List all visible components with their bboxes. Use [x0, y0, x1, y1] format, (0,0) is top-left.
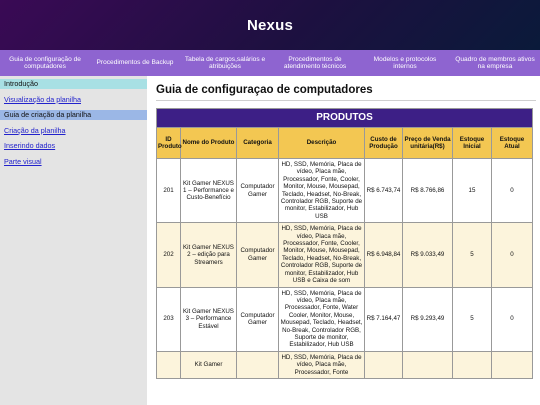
- table-cell: [237, 351, 279, 378]
- sidebar-item-inserindo-dados[interactable]: Inserindo dados: [4, 141, 56, 150]
- nav-item-tabela-cargos[interactable]: Tabela de cargos,salários e atribuições: [184, 55, 266, 70]
- sidebar-item-introducao[interactable]: Introdução: [0, 79, 147, 89]
- app-title: Nexus: [246, 16, 294, 34]
- table-cell: R$ 6.948,84: [365, 223, 403, 287]
- table-cell: [453, 351, 492, 378]
- table-cell: HD, SSD, Memória, Placa de vídeo, Placa mãe, Processador, Fonte, Cooler, Monitor, Mouse, Mousepad, Teclado, Headset, No-Break, Controlador RGB, Suporte de monitor, Estabilizador, Hub USB: [279, 159, 365, 223]
- column-header: Descrição: [279, 128, 365, 159]
- table-cell: Computador Gamer: [237, 287, 279, 351]
- table-cell: 5: [453, 223, 492, 287]
- column-header: Estoque Atual: [492, 128, 533, 159]
- table-row: [157, 351, 533, 378]
- main-content: [147, 76, 540, 405]
- sidebar-item-guia-criacao[interactable]: Guia de criação da planilha: [0, 110, 147, 120]
- table-cell: Computador Gamer: [237, 159, 279, 223]
- table-cell: Kit Gamer NEXUS 2 – edição para Streamers: [181, 223, 237, 287]
- table-cell: Kit Gamer NEXUS 3 – Performance Estável: [181, 287, 237, 351]
- table-cell: 0: [492, 223, 533, 287]
- table-cell: HD, SSD, Memória, Placa de vídeo, Placa mãe, Processador, Fonte, Cooler, Monitor, Mouse, Mousepad, Teclado, Headset, No-Break, Controlador RGB, Suporte de monitor, Estabilizador, Hub USB e Caixa de som: [279, 223, 365, 287]
- table-header-row: [157, 128, 533, 159]
- table-cell: [365, 351, 403, 378]
- table-cell: R$ 8.766,86: [403, 159, 453, 223]
- nav-item-procedimentos-backup[interactable]: Procedimentos de Backup: [96, 59, 174, 67]
- sidebar-item-visualizacao[interactable]: Visualização da planilha: [4, 94, 81, 104]
- column-header: Nome do Produto: [181, 128, 237, 159]
- table-title: PRODUTOS: [157, 109, 533, 128]
- column-header: Custo de Produção: [365, 128, 403, 159]
- nav-item-guia-configuracao[interactable]: Guia de configuração de computadores: [9, 55, 81, 70]
- sidebar-item-criacao[interactable]: Criação da planilha: [4, 125, 66, 135]
- column-header: Estoque Inicial: [453, 128, 492, 159]
- table-cell: R$ 7.164,47: [365, 287, 403, 351]
- table-cell: 15: [453, 159, 492, 223]
- column-header: Categoria: [237, 128, 279, 159]
- table-cell: R$ 9.033,49: [403, 223, 453, 287]
- table-cell: R$ 6.743,74: [365, 159, 403, 223]
- app-header: [0, 0, 540, 50]
- nav-item-quadro-membros[interactable]: Quadro de membros ativos na empresa: [455, 55, 535, 70]
- table-cell: [157, 351, 181, 378]
- table-row: [157, 159, 533, 223]
- table-cell: Kit Gamer NEXUS 1 – Performance e Custo-Benefício: [181, 159, 237, 223]
- nav-item-procedimentos-atendimento[interactable]: Procedimentos de atendimento técnicos: [283, 55, 347, 70]
- table-cell: 202: [157, 223, 181, 287]
- table-cell: 201: [157, 159, 181, 223]
- column-header: Preço de Venda unitária(R$): [403, 128, 453, 159]
- table-row: [157, 223, 533, 287]
- top-nav: [0, 50, 540, 76]
- table-cell: [403, 351, 453, 378]
- table-cell: 0: [492, 159, 533, 223]
- nav-item-modelos-protocolos[interactable]: Modelos e protocolos internos: [373, 55, 437, 70]
- table-cell: Computador Gamer: [237, 223, 279, 287]
- table-cell: [492, 351, 533, 378]
- column-header: ID Produto: [157, 128, 181, 159]
- table-cell: 203: [157, 287, 181, 351]
- table-row: [157, 287, 533, 351]
- table-cell: HD, SSD, Memória, Placa de vídeo, Placa mãe, Processador, Fonte, Water Cooler, Monitor, Mouse, Mousepad, Teclado, Headset, No-Break, Controlador RGB, Suporte de monitor, Estabilizador, Hub USB: [279, 287, 365, 351]
- table-cell: R$ 9.293,49: [403, 287, 453, 351]
- table-cell: 5: [453, 287, 492, 351]
- sidebar: [0, 76, 147, 405]
- table-cell: HD, SSD, Memória, Placa de vídeo, Placa mãe, Processador, Fonte: [279, 351, 365, 378]
- products-table: [156, 108, 533, 379]
- table-cell: Kit Gamer: [181, 351, 237, 378]
- table-cell: 0: [492, 287, 533, 351]
- sidebar-item-parte-visual[interactable]: Parte visual: [4, 156, 42, 166]
- page-title: Guia de configuraçao de computadores: [156, 84, 536, 101]
